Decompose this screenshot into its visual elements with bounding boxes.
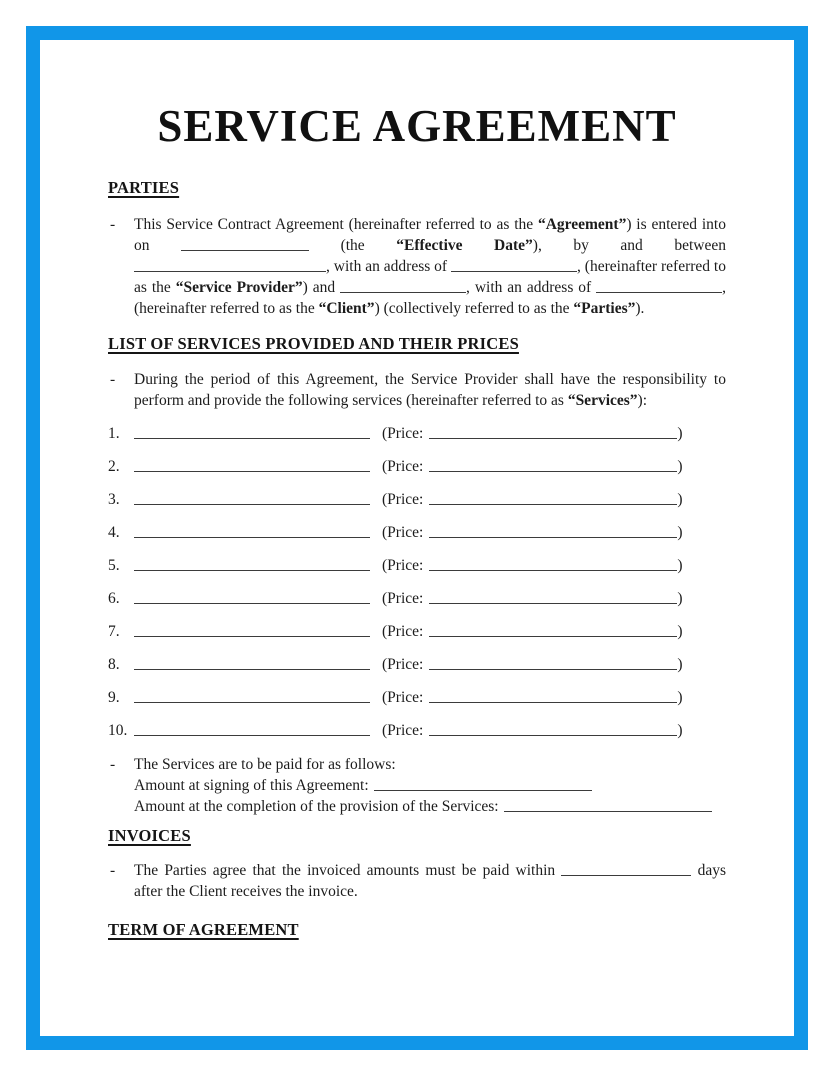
price-close-paren: ): [677, 590, 683, 608]
price-label: (Price:: [382, 689, 424, 707]
service-row: [108, 687, 726, 708]
text-run: , (hereinafter referred to as the: [134, 258, 726, 297]
service-row: [108, 489, 726, 510]
price-close-paren: ): [677, 656, 683, 674]
service-row: [108, 654, 726, 675]
service-number: 10.: [108, 722, 128, 740]
service-name-blank[interactable]: [134, 492, 370, 505]
price-close-paren: ): [677, 425, 683, 443]
service-name-blank[interactable]: [134, 624, 370, 637]
price-close-paren: ): [677, 458, 683, 476]
defined-term: “Parties”: [573, 300, 636, 318]
amount-at-completion-blank[interactable]: [504, 799, 712, 812]
service-price-blank[interactable]: [429, 591, 677, 604]
fill-in-blank[interactable]: [181, 238, 309, 251]
fill-in-blank[interactable]: [561, 863, 691, 876]
price-label: (Price:: [382, 557, 424, 575]
section-heading-parties: PARTIES: [108, 178, 180, 198]
service-price-blank[interactable]: [429, 525, 677, 538]
invoices-paragraph: [134, 860, 726, 902]
text-run: ), by and between: [532, 237, 726, 255]
service-number: 1.: [108, 425, 120, 443]
price-label: (Price:: [382, 590, 424, 608]
price-close-paren: ): [677, 623, 683, 641]
document-content: [40, 40, 794, 1036]
payment-terms-item: [108, 754, 726, 817]
service-price-blank[interactable]: [429, 657, 677, 670]
service-row: [108, 720, 726, 741]
service-price-blank[interactable]: [429, 624, 677, 637]
service-number: 6.: [108, 590, 120, 608]
text-run: ) and: [302, 279, 341, 297]
payment-line1: The Services are to be paid for as follows:: [134, 756, 396, 774]
defined-term: “Service Provider”: [175, 279, 303, 297]
text-run: , (hereinafter referred to as the: [134, 279, 726, 318]
bullet-dash: -: [110, 371, 116, 389]
parties-intro-item: [108, 214, 726, 319]
services-intro-paragraph: [134, 369, 726, 411]
service-number: 2.: [108, 458, 120, 476]
service-number: 8.: [108, 656, 120, 674]
invoices-item: [108, 860, 726, 902]
service-name-blank[interactable]: [134, 558, 370, 571]
text-run: (the: [309, 237, 397, 255]
price-label: (Price:: [382, 458, 424, 476]
services-list: [108, 423, 726, 741]
service-number: 3.: [108, 491, 120, 509]
price-label: (Price:: [382, 491, 424, 509]
price-close-paren: ): [677, 722, 683, 740]
service-number: 4.: [108, 524, 120, 542]
text-run: During the period of this Agreement, the Service Provider shall have the responsibility to perform and provide the following services (hereinafter referred to as: [134, 371, 726, 410]
service-name-blank[interactable]: [134, 690, 370, 703]
fill-in-blank[interactable]: [340, 280, 466, 293]
bullet-dash: -: [110, 216, 116, 234]
defined-term: “Agreement”: [537, 216, 627, 234]
text-run: This Service Contract Agreement (hereinafter referred to as the: [134, 216, 538, 234]
section-heading-term: TERM OF AGREEMENT: [108, 920, 299, 940]
service-name-blank[interactable]: [134, 459, 370, 472]
service-row: [108, 555, 726, 576]
service-row: [108, 522, 726, 543]
section-heading-invoices: INVOICES: [108, 826, 191, 846]
fill-in-blank[interactable]: [596, 280, 722, 293]
service-price-blank[interactable]: [429, 690, 677, 703]
price-label: (Price:: [382, 722, 424, 740]
text-run: ) (collectively referred to as the: [374, 300, 574, 318]
service-name-blank[interactable]: [134, 426, 370, 439]
services-intro-item: [108, 369, 726, 411]
payment-terms-body: [134, 754, 726, 817]
fill-in-blank[interactable]: [451, 259, 577, 272]
text-run: days after the Client receives the invoice.: [134, 862, 727, 901]
bullet-dash: -: [110, 862, 116, 880]
service-price-blank[interactable]: [429, 426, 677, 439]
price-label: (Price:: [382, 425, 424, 443]
text-run: ):: [637, 392, 648, 410]
parties-intro-paragraph: [134, 214, 726, 319]
price-close-paren: ): [677, 524, 683, 542]
amount-at-signing-blank[interactable]: [374, 778, 592, 791]
price-close-paren: ): [677, 491, 683, 509]
text-run: ).: [635, 300, 645, 318]
price-close-paren: ): [677, 689, 683, 707]
service-row: [108, 423, 726, 444]
payment-line3: [134, 796, 726, 817]
defined-term: “Services”: [567, 392, 638, 410]
payment-completion-label: Amount at the completion of the provision of the Services:: [134, 798, 499, 816]
price-close-paren: ): [677, 557, 683, 575]
defined-term: “Client”: [318, 300, 375, 318]
service-price-blank[interactable]: [429, 723, 677, 736]
section-heading-services: LIST OF SERVICES PROVIDED AND THEIR PRICES: [108, 334, 519, 354]
service-price-blank[interactable]: [429, 558, 677, 571]
service-name-blank[interactable]: [134, 723, 370, 736]
payment-line2: [134, 775, 726, 796]
service-row: [108, 456, 726, 477]
text-run: The Parties agree that the invoiced amounts must be paid within: [134, 862, 562, 880]
service-name-blank[interactable]: [134, 525, 370, 538]
service-price-blank[interactable]: [429, 459, 677, 472]
text-run: , with an address of: [326, 258, 452, 276]
text-run: , with an address of: [466, 279, 597, 297]
fill-in-blank[interactable]: [134, 259, 326, 272]
document-title: SERVICE AGREEMENT: [157, 101, 677, 151]
price-label: (Price:: [382, 524, 424, 542]
service-price-blank[interactable]: [429, 492, 677, 505]
bullet-dash: -: [110, 756, 116, 774]
service-name-blank[interactable]: [134, 591, 370, 604]
defined-term: “Effective Date”: [396, 237, 533, 255]
service-row: [108, 588, 726, 609]
service-name-blank[interactable]: [134, 657, 370, 670]
price-label: (Price:: [382, 656, 424, 674]
service-number: 9.: [108, 689, 120, 707]
text-run: ) is entered into on: [134, 216, 726, 255]
service-row: [108, 621, 726, 642]
service-number: 5.: [108, 557, 120, 575]
price-label: (Price:: [382, 623, 424, 641]
service-number: 7.: [108, 623, 120, 641]
payment-signing-label: Amount at signing of this Agreement:: [134, 777, 369, 795]
